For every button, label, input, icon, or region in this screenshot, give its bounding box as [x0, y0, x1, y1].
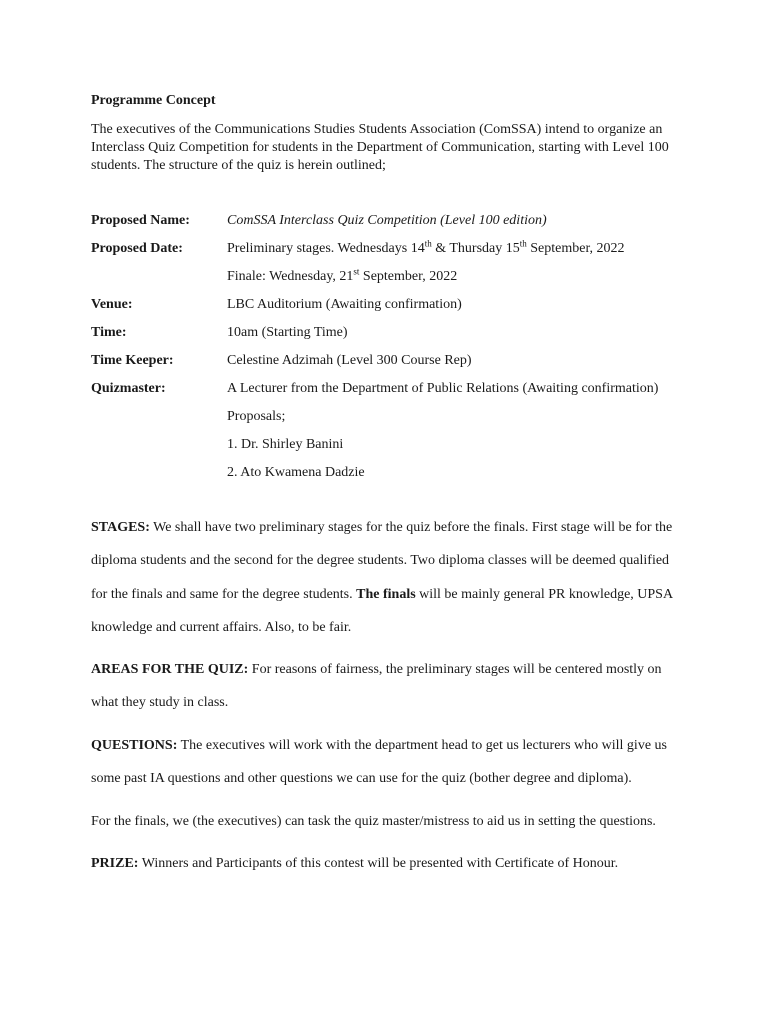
- stages-text-3b: will be mainly general PR knowledge, UPSA: [415, 587, 674, 602]
- stages-line-4: knowledge and current affairs. Also, to be fair.: [91, 620, 352, 635]
- proposed-name-label: Proposed Name:: [91, 213, 190, 228]
- finale-text-a: Finale: Wednesday, 21: [227, 269, 354, 284]
- time-label: Time:: [91, 325, 127, 340]
- questions-text-1: The executives will work with the department head to get us lecturers who will give us: [177, 738, 667, 753]
- time-keeper-value: Celestine Adzimah (Level 300 Course Rep): [227, 353, 472, 368]
- stages-label: STAGES:: [91, 520, 150, 535]
- stages-line-1: [91, 519, 672, 537]
- date-sup-b: th: [519, 238, 527, 249]
- finals-note: For the finals, we (the executives) can task the quiz master/mistress to aid us in setting the questions.: [91, 814, 656, 829]
- date-sup-a: th: [424, 238, 432, 249]
- areas-label: AREAS FOR THE QUIZ:: [91, 662, 249, 677]
- section-heading: Programme Concept: [91, 93, 216, 108]
- finale-text-b: September, 2022: [359, 269, 458, 284]
- intro-line-1: The executives of the Communications Studies Students Association (ComSSA) intend to organize an: [91, 122, 663, 137]
- proposed-name-value: ComSSA Interclass Quiz Competition (Level 100 edition): [227, 213, 547, 228]
- date-text-c: September, 2022: [526, 241, 625, 256]
- stages-line-2: diploma students and the second for the degree students. Two diploma classes will be deemed qualified: [91, 553, 670, 568]
- finale-date: [227, 268, 457, 286]
- questions-line-2: some past IA questions and other questions we can use for the quiz (bother degree and diploma).: [91, 771, 632, 786]
- areas-text-1: For reasons of fairness, the preliminary stages will be centered mostly on: [248, 662, 662, 677]
- proposed-date-label: Proposed Date:: [91, 241, 183, 256]
- time-value: 10am (Starting Time): [227, 325, 348, 340]
- questions-label: QUESTIONS:: [91, 738, 178, 753]
- date-text-b: & Thursday 15: [431, 241, 520, 256]
- proposal-item-2: 2. Ato Kwamena Dadzie: [227, 465, 365, 480]
- prize-label: PRIZE:: [91, 856, 139, 871]
- proposed-date-value: [227, 240, 625, 258]
- intro-line-3: students. The structure of the quiz is herein outlined;: [91, 158, 386, 173]
- proposals-heading: Proposals;: [227, 409, 286, 424]
- stages-text-1: We shall have two preliminary stages for the quiz before the finals. First stage will be for the: [149, 520, 673, 535]
- areas-line-1: [91, 661, 662, 679]
- quizmaster-value: A Lecturer from the Department of Public Relations (Awaiting confirmation): [227, 381, 659, 396]
- prize-text: Winners and Participants of this contest will be presented with Certificate of Honour.: [138, 856, 619, 871]
- questions-line-1: [91, 737, 667, 755]
- prize-line: [91, 855, 618, 873]
- intro-line-2: Interclass Quiz Competition for students in the Department of Communication, starting with Level 100: [91, 140, 669, 155]
- proposal-item-1: 1. Dr. Shirley Banini: [227, 437, 344, 452]
- quizmaster-label: Quizmaster:: [91, 381, 166, 396]
- stages-line-3: [91, 586, 673, 604]
- venue-value: LBC Auditorium (Awaiting confirmation): [227, 297, 462, 312]
- time-keeper-label: Time Keeper:: [91, 353, 174, 368]
- stages-finals-bold: The finals: [356, 587, 416, 602]
- finale-sup: st: [353, 266, 360, 277]
- venue-label: Venue:: [91, 297, 133, 312]
- areas-line-2: what they study in class.: [91, 695, 229, 710]
- date-text-a: Preliminary stages. Wednesdays 14: [227, 241, 425, 256]
- stages-text-3a: for the finals and same for the degree students.: [91, 587, 357, 602]
